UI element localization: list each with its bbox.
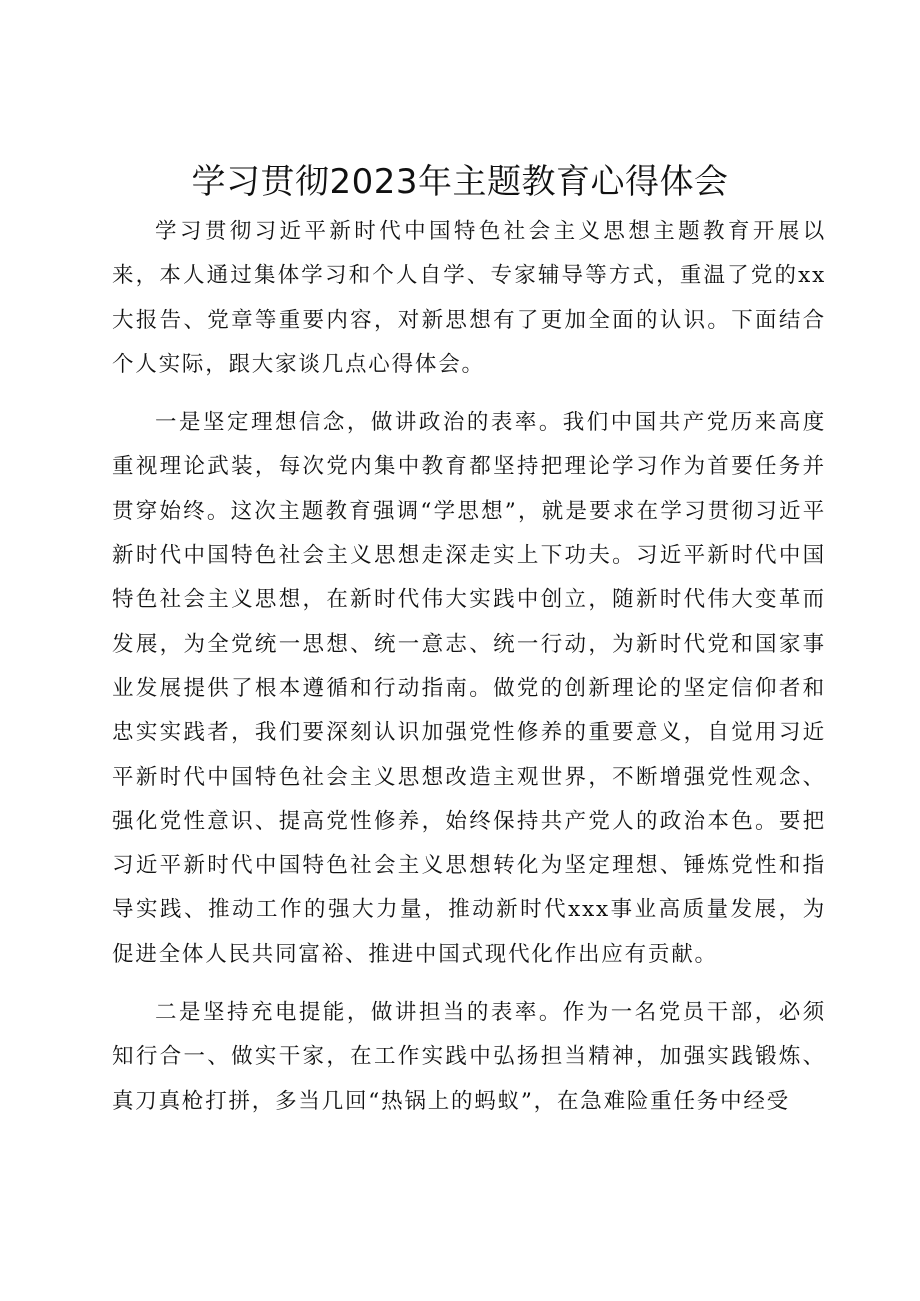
document-title: 学习贯彻2023年主题教育心得体会 [191,162,729,202]
document-body [112,210,826,1124]
paragraph-intro: 学习贯彻习近平新时代中国特色社会主义思想主题教育开展以来，本人通过集体学习和个人自学、专家辅导等方式，重温了党的xx大报告、党章等重要内容，对新思想有了更加全面的认识。下面结合个人实际，跟大家谈几点心得体会。 [112,219,826,377]
paragraph-point-one: 一是坚定理想信念，做讲政治的表率。我们中国共产党历来高度重视理论武装，每次党内集中教育都坚持把理论学习作为首要任务并贯穿始终。这次主题教育强调“学思想”，就是要求在学习贯彻习近平新时代中国特色社会主义思想走深走实上下功夫。习近平新时代中国特色社会主义思想，在新时代伟大实践中创立，随新时代伟大变革而发展，为全党统一思想、统一意志、统一行动，为新时代党和国家事业发展提供了根本遵循和行动指南。做党的创新理论的坚定信仰者和忠实实践者，我们要深刻认识加强党性修养的重要意义，自觉用习近平新时代中国特色社会主义思想改造主观世界，不断增强党性观念、强化党性意识、提高党性修养，始终保持共产党人的政治本色。要把习近平新时代中国特色社会主义思想转化为坚定理想、锤炼党性和指导实践、推动工作的强大力量，推动新时代xxx事业高质量发展，为促进全体人民共同富裕、推进中国式现代化作出应有贡献。 [112,410,826,967]
paragraph-point-two: 二是坚持充电提能，做讲担当的表率。作为一名党员干部，必须知行合一、做实干家，在工作实践中弘扬担当精神，加强实践锻炼、真刀真枪打拼，多当几回“热锅上的蚂蚁”，在急难险重任务中经受 [112,1000,826,1114]
